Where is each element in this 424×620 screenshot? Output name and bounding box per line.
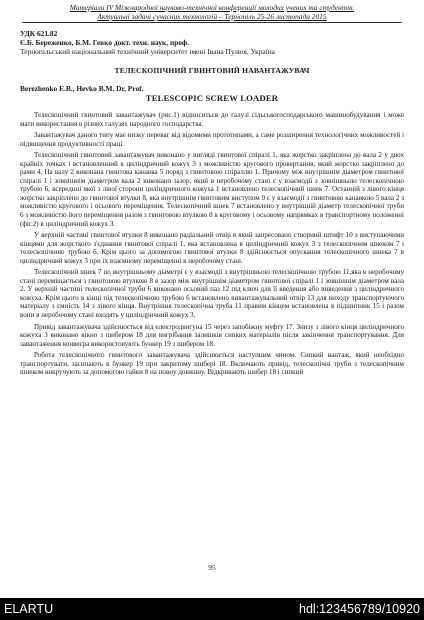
authors-ua: Є.Б. Береженко, Б.М. Гевко докт. техн. наук, проф. xyxy=(20,38,189,47)
paragraph-7: Робота телескопічного гвинтового завантажувача здійснюється наступним чином. Сипкий вантаж, який необхідно транспортувати, засипають в бункер 19 при закритому шибері 18. Включають привід, телескопічні труби з телескопічним шнеком викручують за допомогою гайки 8 на повну довжину. Відкривають шибер 18 і сипкий xyxy=(20,351,404,377)
authors-en: Berezhenko E.B., Hevko B.M. Dr, Prof. xyxy=(20,84,144,93)
paragraph-1: Телескопічний гвинтовий завантажувач (рис.1) відноситься до галузі сільськогосподарського машинобудування і може мати використання в різних галузях народного господарства. xyxy=(20,111,404,128)
title-en: TELESCOPIC SCREW LOADER xyxy=(145,93,279,103)
conference-header xyxy=(22,3,402,23)
handle-id[interactable]: hdl:123456789/10920 xyxy=(299,602,420,616)
paragraph-4: У верхній частині гвинтової втулки 8 виконано радіальний отвір в який запресовано створний штифт 10 з виступаючими кінцями для жорсткого з'єднання гвинтової спіралі 1, яка встановлена в циліндричний кожух 3 з телескопічним шнеком 7 і телескопічною трубою 6. Крім цього за допомогою гвинтової втулки 8 здійснюється опускання телескопічного шнека 7 в циліндричний кожух 3 при їх взаємному переміщенні в неробочому стані. xyxy=(20,231,404,265)
paragraph-6: Привід завантажувача здійснюється від електродвигуна 15 через запобіжну муфту 17. Знизу з лівого кінця циліндричного кожуха 3 виконано вікно з шибером 18 для вигрібання залишків сипких матеріалів після закінчення транспортування. Для завантаження конвеєра використовують бункер 19 з шибером 18. xyxy=(20,322,404,348)
repository-footer xyxy=(0,598,424,620)
udk-code: УДК 621.82 xyxy=(20,29,58,38)
affiliation: Тернопільський національний технічний університет імені Івана Пулюя, Україна xyxy=(20,47,275,56)
paragraph-3: Телескопічний гвинтовий завантажувач виконано у вигляді гвинтової спіралі 1, яка жорстко закріплена до вала 2 у двох крайніх точках і встановленний в циліндричний кожух 3 з можливістю кругового провертання, який жорстко закріплено до рами 4. На валу 2 виконана гвинтова канавка 5 поряд з гвинтовою спіраллю 1. Причому між внутрішнім діаметром гвинтової спіралі 1 і зовнішнім діаметром вала 2 виконано зазор, який в неробочому стані є у взаємодії з зовнішньою телескопічною трубою 6, всередині якої з лівої сторони циліндричного кожуха 1 встановлено телескопічний шнек 7. Останній з лівого кінця жорстко закріплено до гвинтової втулки 8, яка внутрішнім гвинтовим виступом 9 є у взаємодії з гвинтовою канавкою 5 вала 2 з можливістю кругового і осьового переміщення. Телескопічний шнек 7 встановлено у внутрішній діаметр телескопічної труби 6 з можливістю його переміщення разом з гвинтовою втулкою 8 в круговому і осьовому напрямках в транспортному положенні (фіг.2) в циліндричний кожух 3. xyxy=(20,151,404,228)
conference-header-line-1: Матеріали IV Міжнародної науково-технічної конференції молодих учених та студентів. xyxy=(69,3,355,12)
article-meta xyxy=(20,29,404,56)
article-body xyxy=(20,111,404,377)
page-number: 95 xyxy=(208,563,216,572)
paragraph-5: Телескопічний шнек 7 по внутрішньому діаметрі є у взаємодії з внутрішньою телескопічною трубою 11,яка в неробочому стані переміщається з гвинтовою втулкою 8 в зазор між внутрішнім діаметром гвинтової спіралі 1 і зовнішнім діаметром вала 2. У верхній частині телескопічної труби 6 виконано осьовий паз 12 під ключ для її введення або виведення з циліндричного кожуха. Крім цього в кінці під телескопічною трубою 6 встановлено вивантажувальний отвір 13 для виходу транспортуючого матеріалу з ємність 14 з лівого кінця. Внутрішня телескопічна труба 11 правим кінцем встановлена в підшипник 15 і разом вони в неробочому стані входять у циліндричний кожух 3. xyxy=(20,268,404,320)
repository-name: ELARTU xyxy=(4,602,54,616)
conference-header-line-2: Актуальні задачі сучасних технологій – Тернопіль 25-26 листопада 2015 xyxy=(97,12,327,21)
paragraph-2: Завантажувач даного типу має низку переваг від відомими прототипами, а саме розширення технологічних можливостей і підвищення продуктивності праці. xyxy=(20,131,404,148)
title-ua: ТЕЛЕСКОПІЧНИЙ ГВИНТОВИЙ НАВАНТАЖУВАЧ xyxy=(114,66,310,75)
